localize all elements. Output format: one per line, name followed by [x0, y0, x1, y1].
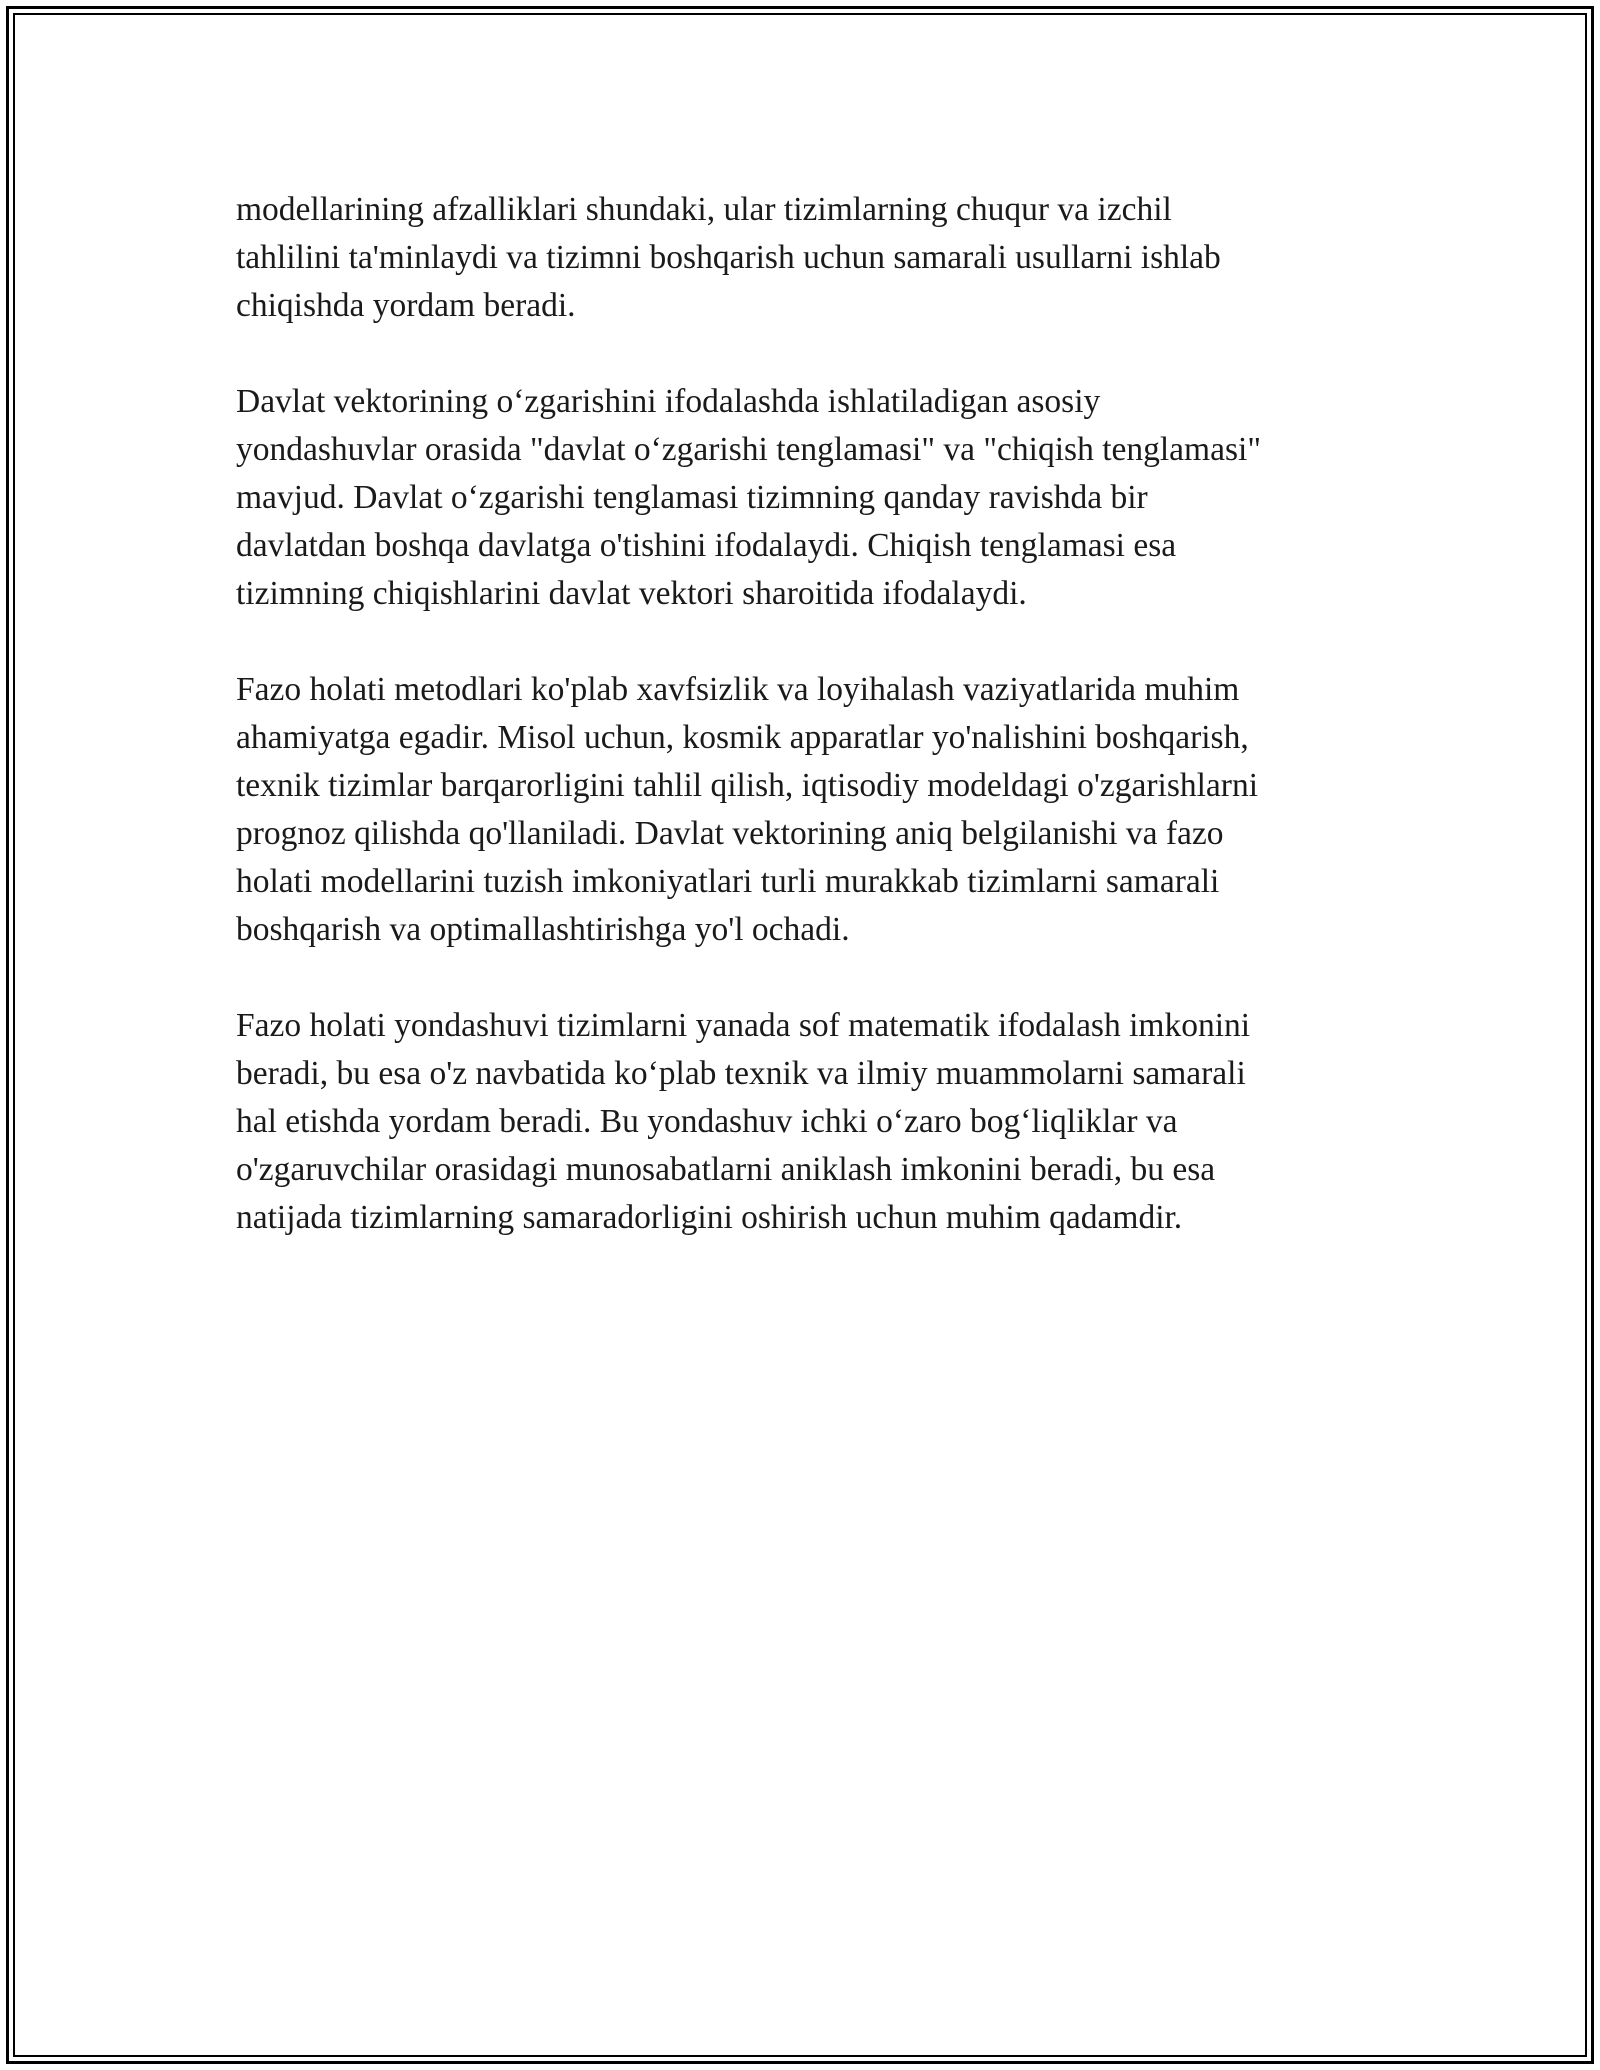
text-line: hal etishda yordam beradi. Bu yondashuv ichki o‘zaro bog‘liqliklar va [236, 1103, 1178, 1140]
text-line: Fazo holati yondashuvi tizimlarni yanada sof matematik ifodalash imkonini [236, 1007, 1251, 1044]
text-line: boshqarish va optimallashtirishga yo'l ochadi. [236, 911, 850, 948]
text-line: chiqishda yordam beradi. [236, 287, 576, 324]
text-line: modellarining afzalliklari shundaki, ular tizimlarning chuqur va izchil [236, 191, 1172, 228]
paragraph-1 [236, 186, 1376, 330]
text-line: ahamiyatga egadir. Misol uchun, kosmik apparatlar yo'nalishini boshqarish, [236, 719, 1249, 756]
text-line: tahlilini ta'minlaydi va tizimni boshqarish uchun samarali usullarni ishlab [236, 239, 1221, 276]
text-line: natijada tizimlarning samaradorligini oshirish uchun muhim qadamdir. [236, 1199, 1183, 1236]
text-line: mavjud. Davlat o‘zgarishi tenglamasi tizimning qanday ravishda bir [236, 479, 1148, 516]
document-body [236, 186, 1376, 1290]
text-line: holati modellarini tuzish imkoniyatlari turli murakkab tizimlarni samarali [236, 863, 1220, 900]
paragraph-3 [236, 666, 1376, 954]
text-line: Davlat vektorining o‘zgarishini ifodalashda ishlatiladigan asosiy [236, 383, 1101, 420]
paragraph-2 [236, 378, 1376, 618]
text-line: yondashuvlar orasida "davlat o‘zgarishi tenglamasi" va "chiqish tenglamasi" [236, 431, 1261, 468]
text-line: davlatdan boshqa davlatga o'tishini ifodalaydi. Chiqish tenglamasi esa [236, 527, 1177, 564]
text-line: texnik tizimlar barqarorligini tahlil qilish, iqtisodiy modeldagi o'zgarishlarni [236, 767, 1258, 804]
text-line: beradi, bu esa o'z navbatida ko‘plab texnik va ilmiy muammolarni samarali [236, 1055, 1246, 1092]
paragraph-4 [236, 1002, 1376, 1242]
text-line: o'zgaruvchilar orasidagi munosabatlarni aniklash imkonini beradi, bu esa [236, 1151, 1216, 1188]
text-line: tizimning chiqishlarini davlat vektori sharoitida ifodalaydi. [236, 575, 1027, 612]
text-line: Fazo holati metodlari ko'plab xavfsizlik va loyihalash vaziyatlarida muhim [236, 671, 1240, 708]
text-line: prognoz qilishda qo'llaniladi. Davlat vektorining aniq belgilanishi va fazo [236, 815, 1224, 852]
